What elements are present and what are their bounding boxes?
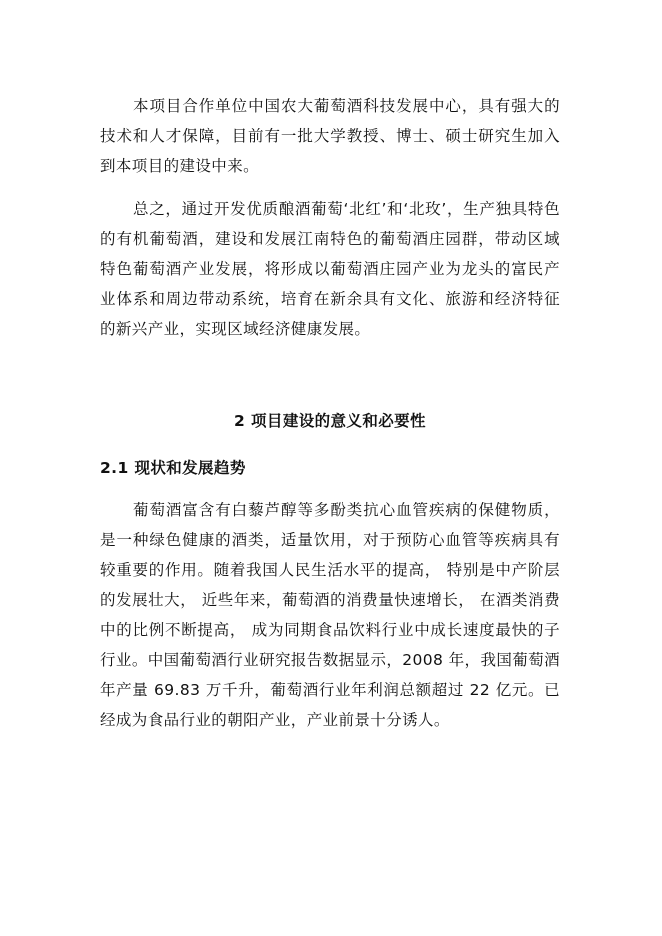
paragraph-summary: 总之，通过开发优质酿酒葡萄‘北红’和‘北玫’，生产独具特色的有机葡萄酒，建设和发展江南特色的葡萄酒庄园群，带动区域特色葡萄酒产业发展，将形成以葡萄酒庄园产业为龙头的富民产业体系和周边带动系统，培育在新余具有文化、旅游和经济特征的新兴产业，实现区域经济健康发展。 [100,200,560,338]
paragraph-status-trend: 葡萄酒富含有白藜芦醇等多酚类抗心血管疾病的保健物质，是一种绿色健康的酒类，适量饮用，对于预防心血管等疾病具有较重要的作用。随着我国人民生活水平的提高， 特别是中产阶层的发展壮大， 近些年来，葡萄酒的消费量快速增长， 在酒类消费中的比例不断提高， 成为同期食品饮料行业中成长速度最快的子行业。中国葡萄酒行业研究报告数据显示，2008 年，我国葡萄酒年产量 69.83 万千升，葡萄酒行业年利润总额超过 22 亿元。已经成为食品行业的朝阳产业，产业前景十分诱人。 [100,501,560,729]
subsection-heading: 2.1 现状和发展趋势 [100,459,246,477]
document-content [100,91,560,735]
paragraph-cooperation: 本项目合作单位中国农大葡萄酒科技发展中心，具有强大的技术和人才保障，目前有一批大学教授、博士、硕士研究生加入到本项目的建设中来。 [100,97,560,175]
section-heading: 2 项目建设的意义和必要性 [234,412,426,430]
